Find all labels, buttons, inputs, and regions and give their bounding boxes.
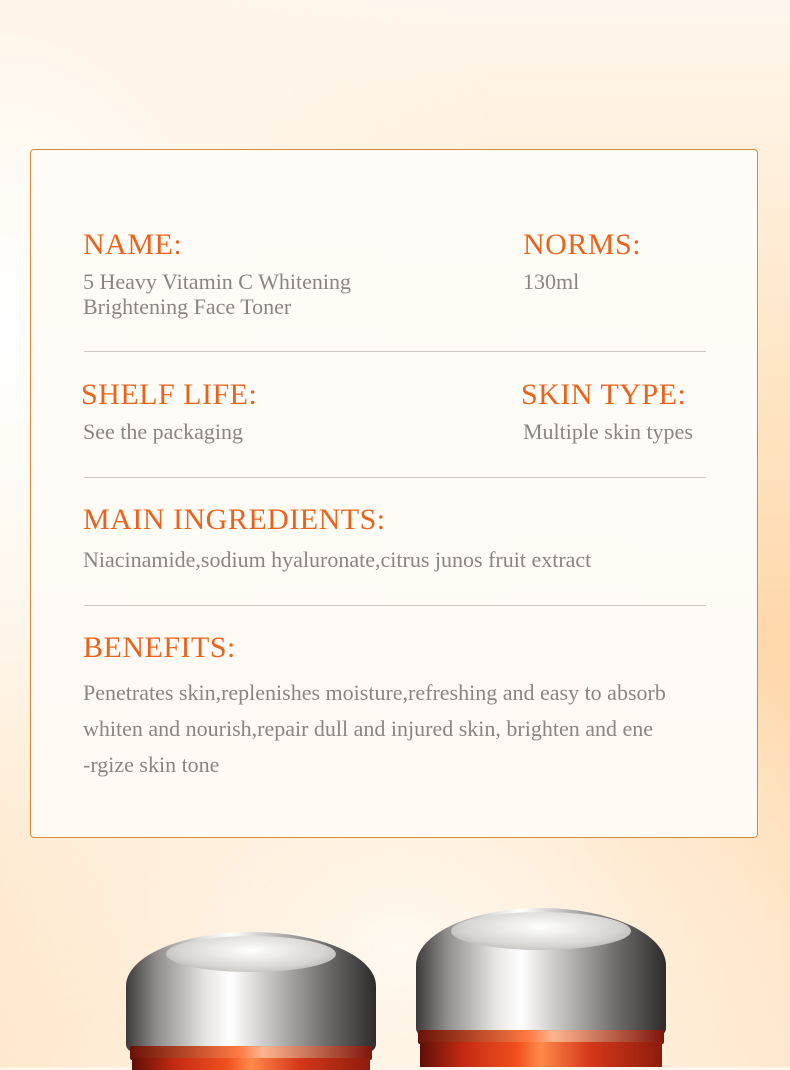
divider [84,605,706,606]
shelf-life-label: SHELF LIFE: [81,378,258,411]
benefits-line2: whiten and nourish,repair dull and injured skin, brighten and ene [83,716,654,741]
norms-label: NORMS: [523,228,642,261]
name-value-line1: 5 Heavy Vitamin C Whitening [83,269,351,294]
name-label: NAME: [83,228,183,261]
benefits-label: BENEFITS: [83,631,236,664]
divider [84,351,706,352]
benefits-line1: Penetrates skin,replenishes moisture,refreshing and easy to absorb [83,680,666,705]
toner-bottle-left [126,932,376,1067]
benefits-line3: -rgize skin tone [83,752,220,777]
benefits-value [83,675,703,783]
bottle-glass [132,1058,370,1070]
bottle-cap-top [166,936,336,972]
shelf-life-value: See the packaging [83,419,244,444]
main-ingredients-label: MAIN INGREDIENTS: [83,503,386,536]
toner-bottle-right [416,908,666,1067]
bottle-glass [420,1042,662,1067]
name-value [83,269,351,319]
skin-type-value: Multiple skin types [523,419,693,444]
bottle-cap-top [451,912,631,950]
divider [84,477,706,478]
norms-value: 130ml [523,269,580,294]
product-spec-card [30,149,758,838]
main-ingredients-value: Niacinamide,sodium hyaluronate,citrus junos fruit extract [83,547,592,572]
skin-type-label: SKIN TYPE: [521,378,687,411]
name-value-line2: Brightening Face Toner [83,294,292,319]
